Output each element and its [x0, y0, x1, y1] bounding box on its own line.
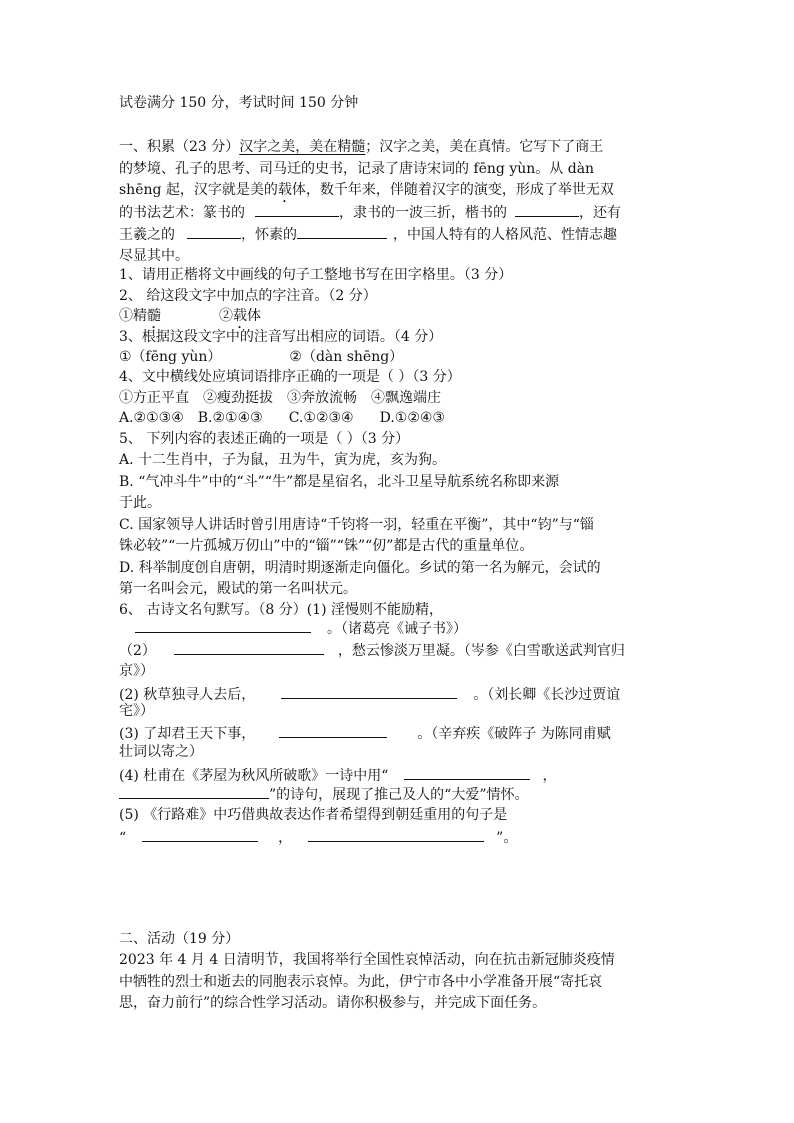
part1-line-3: shēng 起，汉字就是美的载体，数千年来，伴随着汉字的演变，形成了举世无双 — [119, 182, 614, 198]
part1-title: 一、积累（23 分） — [119, 139, 240, 155]
part2-line-2: 中牺牲的烈士和逝去的同胞表示哀悼。为此，伊宁市各中小学准备开展“寄托哀 — [119, 974, 603, 990]
exam-info: 试卷满分 150 分，考试时间 150 分钟 — [119, 95, 359, 111]
blank-q6-2[interactable] — [174, 640, 324, 655]
question-4-choices: A.②①③④ B.②①④③ C.①②③④ D.①②④③ — [119, 410, 445, 426]
part2-title: 二、活动（19 分） — [119, 931, 240, 947]
q6-item-6: (5) 《行路难》中巧借典故表达作者希望得到朝廷重用的句子是 — [119, 807, 508, 823]
part1-line-2: 的梦境、孔子的思考、司马迁的史书，记录了唐诗宋词的 fēng yùn。从 dàn — [119, 161, 595, 177]
q6-item-5: (4) 杜甫在《茅屋为秋风所破歌》一诗中用“ ， — [119, 765, 679, 785]
blank-2[interactable] — [515, 202, 579, 217]
question-1: 1、请用正楷将文中画线的句子工整地书写在田字格里。（3 分） — [119, 267, 513, 283]
q6-item-2-cont: 京》） — [119, 663, 154, 679]
blank-4[interactable] — [297, 224, 387, 239]
blank-q6-6b[interactable] — [308, 827, 484, 842]
question-5: 5、 下列内容的表述正确的一项是（ ）（3 分） — [119, 431, 410, 447]
q6-item-4-cont: 壮词以寄之） — [119, 744, 203, 760]
q5-option-b: B. “气冲斗牛”中的“斗”“牛”都是星宿名，北斗卫星导航系统名称即来源 — [119, 474, 560, 490]
q5-option-c: C. 国家领导人讲话时曾引用唐诗“千钧将一羽，轻重在平衡”，其中“钧”与“锱 — [119, 517, 594, 533]
part2-line-1: 2023 年 4 月 4 日清明节，我国将举行全国性哀悼活动，向在抗击新冠肺炎疫情 — [119, 952, 615, 968]
blank-q6-5b[interactable] — [119, 784, 269, 799]
blank-q6-1[interactable] — [135, 618, 311, 633]
underlined-sentence: 汉字之美，美在精髓 — [239, 139, 366, 155]
question-3: 3、根据这段文字中的注音写出相应的词语。（4 分） — [119, 329, 443, 345]
q5-option-a: A. 十二生肖中，子为鼠，丑为牛，寅为虎，亥为狗。 — [119, 452, 447, 468]
q5-option-b-cont: 于此。 — [119, 495, 161, 511]
question-6: 6、 古诗文名句默写。（8 分）(1) 淫慢则不能励精， — [119, 602, 443, 618]
q6-item-1: 。（诸葛亮《诫子书》） — [119, 618, 679, 638]
q6-item-2: （2） ，愁云惨淡万里凝。（岑参《白雪歌送武判官归 — [119, 640, 679, 660]
q5-option-d: D. 科举制度创自唐朝，明清时期逐渐走向僵化。乡试的第一名为解元，会试的 — [119, 560, 601, 576]
question-4: 4、文中横线处应填词语排序正确的一项是（ ）（3 分） — [119, 369, 461, 385]
blank-q6-5a[interactable] — [404, 765, 530, 780]
blank-1[interactable] — [255, 202, 339, 217]
blank-q6-3[interactable] — [281, 684, 457, 699]
blank-q6-6a[interactable] — [142, 827, 258, 842]
q5-option-c-cont: 铢必较”“一片孤城万仞山”中的“锱”“铢”“仞”都是古代的重量单位。 — [119, 538, 534, 554]
question-2-options: ①精髓 ②载体 — [119, 308, 261, 324]
question-3-options: ①（fēng yùn） ②（dàn shēng） — [119, 349, 404, 365]
q6-item-5-cont: ”的诗句，展现了推己及人的“大爱”情怀。 — [119, 784, 679, 804]
part2-line-3: 思，奋力前行”的综合性学习活动。请你积极参与，并完成下面任务。 — [119, 995, 547, 1011]
blank-3[interactable] — [187, 224, 241, 239]
q6-item-3-cont: 宅》） — [119, 703, 154, 719]
q6-item-6-cont: “ ， ”。 — [119, 827, 679, 847]
question-4-words: ①方正平直 ②瘦劲挺拔 ③奔放流畅 ④飘逸端庄 — [119, 390, 441, 406]
part1-line-1: 一、积累（23 分）汉字之美，美在精髓；汉字之美，美在真情。它写下了商王 — [119, 139, 604, 155]
q6-item-4: (3) 了却君王天下事， 。（辛弃疾《破阵子 为陈同甫赋 — [119, 723, 679, 743]
part1-line-5: 王羲之的 ，怀素的 ，中国人特有的人格风范、性情志趣 — [119, 224, 679, 244]
q6-item-3: (2) 秋草独寻人去后， 。（刘长卿《长沙过贾谊 — [119, 684, 679, 704]
q5-option-d-cont: 第一名叫会元，殿试的第一名叫状元。 — [119, 581, 357, 597]
blank-q6-4[interactable] — [279, 723, 387, 738]
question-2: 2、 给这段文字中加点的字注音。（2 分） — [119, 288, 377, 304]
part1-line-4: 的书法艺术：篆书的 ，隶书的一波三折，楷书的 ，还有 — [119, 202, 679, 222]
part1-line-6: 尽显其中。 — [119, 248, 189, 264]
dotted-char: 载 — [277, 182, 292, 198]
